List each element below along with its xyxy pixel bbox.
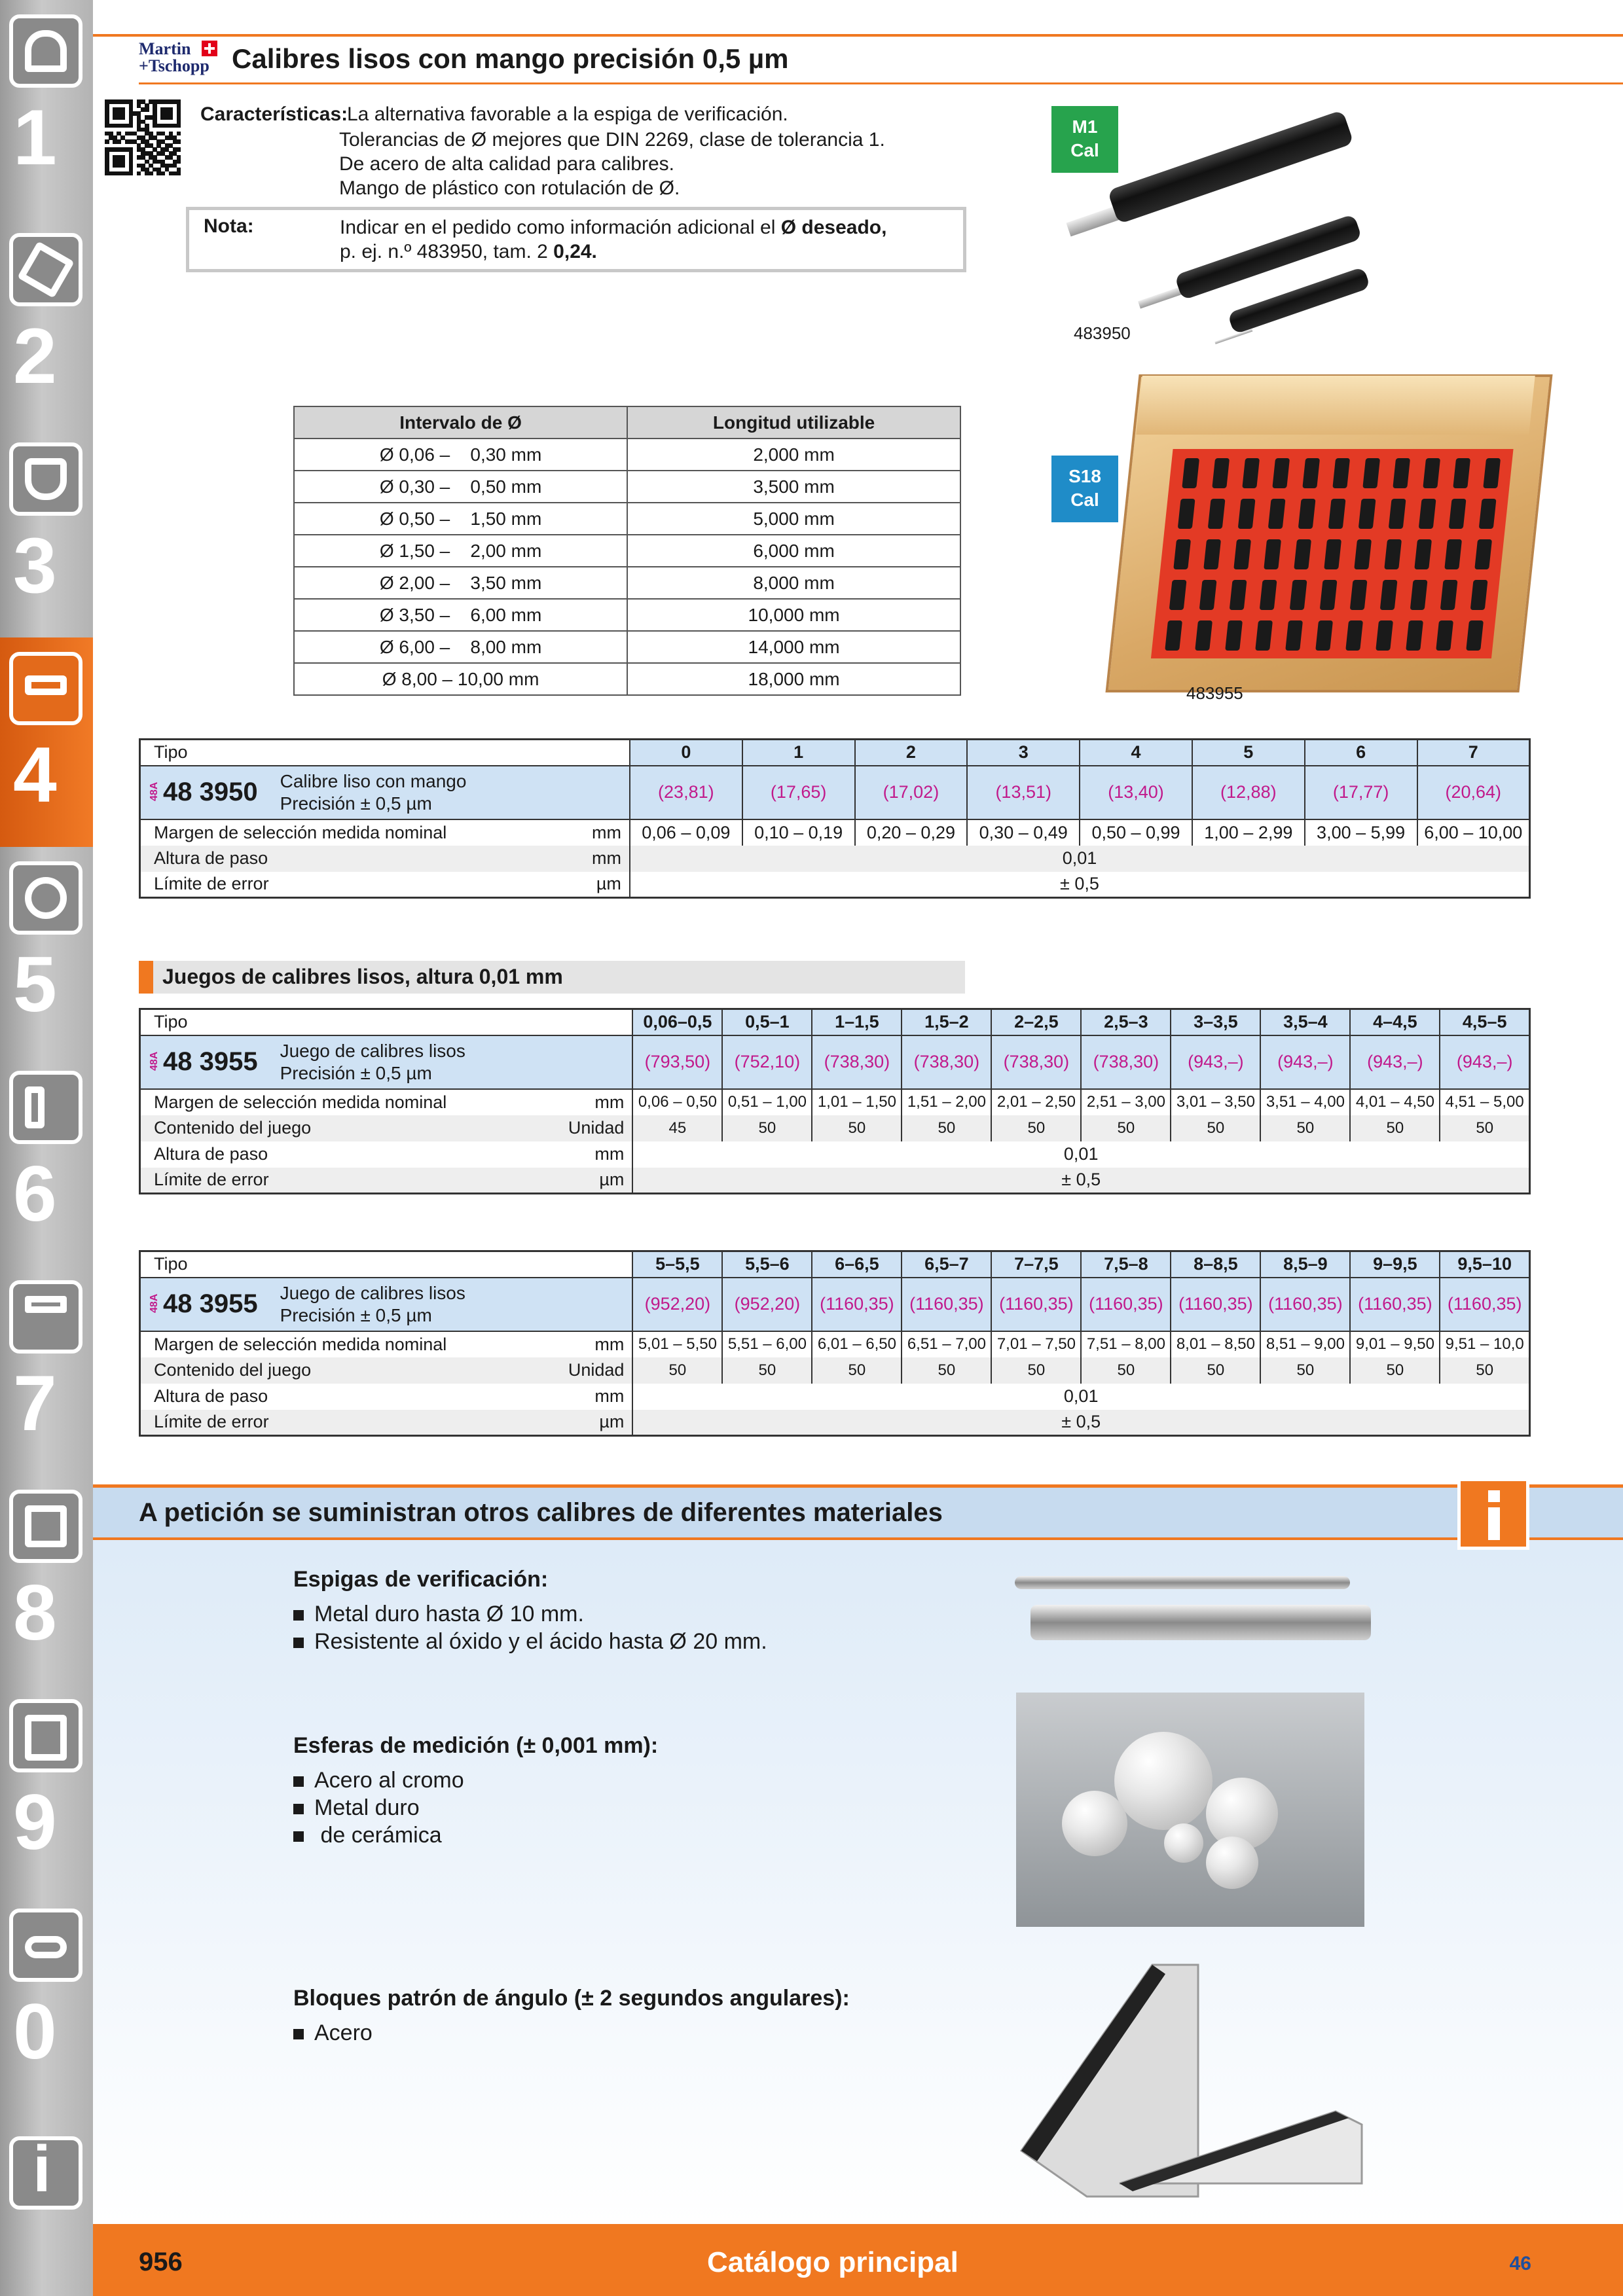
spec-unit: mm	[584, 846, 630, 872]
type-label: Tipo	[140, 1009, 633, 1035]
spec-value: 7,51 – 8,00	[1081, 1331, 1171, 1357]
range-length-cell: 14,000 mm	[627, 631, 960, 663]
spec-value: 0,50 – 0,99	[1080, 819, 1192, 846]
spec-unit: mm	[566, 1331, 633, 1357]
product-table-483950	[139, 738, 1531, 899]
range-interval-cell: Ø 0,50 – 1,50 mm	[294, 503, 627, 535]
product-identifier	[140, 766, 630, 819]
type-column-header: 5	[1192, 740, 1305, 766]
product-description	[280, 1040, 465, 1085]
chapter-number: 0	[13, 1988, 57, 2075]
spec-value: 1,00 – 2,99	[1192, 819, 1305, 846]
grinding-disc-icon	[9, 861, 82, 935]
sidebar-chapter-0[interactable]	[0, 1894, 93, 2104]
sidebar-chapter-1[interactable]	[0, 0, 93, 209]
product-row	[140, 1278, 1530, 1331]
top-rule	[93, 34, 1623, 37]
price-cell[interactable]: (17,02)	[855, 766, 968, 819]
product-row	[140, 1035, 1530, 1089]
type-column-header: 2,5–3	[1081, 1009, 1171, 1035]
spec-value: 0,30 – 0,49	[967, 819, 1080, 846]
spec-value: 6,01 – 6,50	[812, 1331, 902, 1357]
description-line-1: Calibre liso con mango	[280, 770, 467, 791]
type-column-header: 4,5–5	[1440, 1009, 1529, 1035]
info-block-title: Espigas de verificación:	[293, 1567, 549, 1592]
sidebar-chapter-2[interactable]	[0, 219, 93, 428]
badge-s18-cal	[1050, 454, 1120, 524]
spec-unit: µm	[566, 1410, 633, 1436]
page-number: 956	[139, 2248, 183, 2276]
spec-value: 50	[902, 1115, 991, 1141]
price-cell[interactable]: (1160,35)	[812, 1278, 902, 1331]
spec-value: 1,51 – 2,00	[902, 1089, 991, 1115]
spec-value: 0,10 – 0,19	[742, 819, 855, 846]
type-column-header: 4	[1080, 740, 1192, 766]
section-heading-sets	[139, 961, 965, 994]
type-column-header: 6	[1305, 740, 1417, 766]
badge-m1-cal	[1050, 105, 1120, 174]
product-identifier	[140, 1035, 633, 1089]
type-column-header: 5–5,5	[632, 1251, 722, 1278]
type-column-header: 2	[855, 740, 968, 766]
spec-unit: mm	[584, 819, 630, 846]
price-cell[interactable]: (23,81)	[630, 766, 742, 819]
note-box	[186, 207, 966, 272]
spec-value: 0,20 – 0,29	[855, 819, 968, 846]
chapter-number: 4	[13, 731, 57, 819]
spec-value-span: 0,01	[1063, 1386, 1099, 1406]
type-column-header: 0	[630, 740, 742, 766]
chuck-icon	[9, 442, 82, 516]
description-line-2: Precisión ± 0,5 µm	[280, 793, 432, 814]
info-block-spheres	[293, 1733, 658, 1849]
spec-label: Altura de paso	[154, 1144, 268, 1164]
spec-value: 50	[1350, 1115, 1440, 1141]
info-block-angle	[293, 1986, 850, 2047]
spec-value: 2,01 – 2,50	[991, 1089, 1081, 1115]
spec-row	[140, 1384, 1530, 1410]
spec-value: 9,51 – 10,0	[1440, 1331, 1529, 1357]
spec-label: Contenido del juego	[140, 1115, 566, 1141]
product-table-483955-a	[139, 1008, 1531, 1194]
spec-value: 8,01 – 8,50	[1171, 1331, 1260, 1357]
type-column-header: 3–3,5	[1171, 1009, 1260, 1035]
type-column-header: 3	[967, 740, 1080, 766]
list-item: Acero al cromo	[293, 1767, 658, 1794]
type-label: Tipo	[140, 1251, 633, 1278]
price-cell[interactable]: (1160,35)	[991, 1278, 1081, 1331]
range-interval-cell: Ø 8,00 – 10,00 mm	[294, 663, 627, 695]
price-cell[interactable]: (13,40)	[1080, 766, 1192, 819]
range-header-length: Longitud utilizable	[627, 406, 960, 439]
range-interval-cell: Ø 2,00 – 3,50 mm	[294, 567, 627, 599]
list-item: Metal duro	[293, 1794, 658, 1821]
footer-small-number: 46	[1509, 2253, 1531, 2274]
type-column-header: 8–8,5	[1171, 1251, 1260, 1278]
price-cell[interactable]: (738,30)	[812, 1035, 902, 1089]
sidebar-chapter-5[interactable]	[0, 847, 93, 1056]
spec-row	[140, 1331, 1530, 1357]
info-block-pins	[293, 1567, 767, 1655]
brand-logo	[139, 41, 217, 79]
spec-value: 45	[632, 1115, 722, 1141]
type-column-header: 6,5–7	[902, 1251, 991, 1278]
spec-label: Límite de error	[154, 874, 269, 894]
logo-line-2: +Tschopp	[139, 56, 210, 75]
test-pin-thin-image	[1015, 1576, 1350, 1589]
insert-icon	[9, 233, 82, 306]
caption-483950: 483950	[1074, 323, 1131, 343]
product-table-483955-b	[139, 1250, 1531, 1437]
range-interval-cell: Ø 1,50 – 2,00 mm	[294, 535, 627, 567]
price-cell[interactable]: (943,–)	[1350, 1035, 1440, 1089]
spec-row	[140, 872, 1530, 898]
list-item: Resistente al óxido y el ácido hasta Ø 20 mm.	[293, 1628, 767, 1655]
spec-value: 50	[1081, 1115, 1171, 1141]
type-column-header: 1,5–2	[902, 1009, 991, 1035]
spec-row	[140, 819, 1530, 846]
range-row	[294, 439, 960, 471]
spec-label: Margen de selección medida nominal	[154, 1334, 447, 1354]
product-row	[140, 766, 1530, 819]
caption-483955: 483955	[1186, 683, 1243, 703]
type-column-header: 1	[742, 740, 855, 766]
price-cell[interactable]: (12,88)	[1192, 766, 1305, 819]
spec-value: 3,01 – 3,50	[1171, 1089, 1260, 1115]
info-block-title: Bloques patrón de ángulo (± 2 segundos angulares):	[293, 1986, 850, 2011]
price-cell[interactable]: (1160,35)	[1081, 1278, 1171, 1331]
spec-unit: µm	[566, 1168, 633, 1194]
range-row	[294, 567, 960, 599]
swiss-cross-icon	[202, 41, 217, 56]
chapter-number: 3	[13, 522, 57, 609]
features-line-4: Mango de plástico con rotulación de Ø.	[339, 177, 680, 199]
spec-value: 2,51 – 3,00	[1081, 1089, 1171, 1115]
pliers-icon	[9, 1280, 82, 1354]
chapter-number: 9	[13, 1778, 57, 1866]
spec-value-span: 0,01	[1063, 1144, 1099, 1164]
spec-value: 4,01 – 4,50	[1350, 1089, 1440, 1115]
price-cell[interactable]: (752,10)	[722, 1035, 812, 1089]
range-length-cell: 6,000 mm	[627, 535, 960, 567]
range-header-interval: Intervalo de Ø	[294, 406, 627, 439]
catalog-tag: 48A	[149, 781, 160, 801]
range-length-cell: 3,500 mm	[627, 471, 960, 503]
range-length-cell: 10,000 mm	[627, 599, 960, 631]
product-identifier	[140, 1278, 633, 1331]
spec-value: 50	[1260, 1115, 1350, 1141]
spec-value: 50	[1081, 1357, 1171, 1384]
article-number[interactable]: 48 3950	[163, 778, 258, 806]
safety-goggles-icon	[9, 1909, 82, 1982]
spec-value: 50	[1260, 1357, 1350, 1384]
diameter-range-table	[293, 406, 961, 696]
sidebar-chapter-9[interactable]	[0, 1685, 93, 1894]
spec-label: Margen de selección medida nominal	[154, 1092, 447, 1112]
page-title: Calibres lisos con mango precisión 0,5 µm	[232, 43, 789, 74]
spec-value: 6,51 – 7,00	[902, 1331, 991, 1357]
spec-row	[140, 846, 1530, 872]
type-column-header: 1–1,5	[812, 1009, 902, 1035]
spec-value: 50	[991, 1357, 1081, 1384]
badge-top: S18	[1068, 466, 1101, 486]
info-block-title: Esferas de medición (± 0,001 mm):	[293, 1733, 659, 1758]
sidebar-chapter-8[interactable]	[0, 1475, 93, 1685]
spec-value: 50	[1440, 1357, 1529, 1384]
type-column-header: 8,5–9	[1260, 1251, 1350, 1278]
type-column-header: 4–4,5	[1350, 1009, 1440, 1035]
spec-value-span: ± 0,5	[632, 1168, 1529, 1194]
sidebar-chapter-6[interactable]	[0, 1056, 93, 1266]
chapter-sidebar	[0, 0, 93, 2296]
range-interval-cell: Ø 6,00 – 8,00 mm	[294, 631, 627, 663]
features-line-2: Tolerancias de Ø mejores que DIN 2269, clase de tolerancia 1.	[339, 129, 885, 151]
info-letter: i	[33, 2132, 51, 2206]
measuring-spheres-image	[1016, 1693, 1364, 1927]
spec-value: 0,51 – 1,00	[722, 1089, 812, 1115]
type-column-header: 0,06–0,5	[632, 1009, 722, 1035]
spec-value: 50	[722, 1115, 812, 1141]
price-cell[interactable]: (952,20)	[632, 1278, 722, 1331]
price-cell[interactable]: (738,30)	[902, 1035, 991, 1089]
spec-unit: Unidad	[566, 1357, 633, 1384]
note-line-2-bold: 0,24.	[553, 241, 597, 262]
badge-bottom: Cal	[1070, 140, 1099, 160]
price-cell[interactable]: (1160,35)	[1171, 1278, 1260, 1331]
type-column-header: 6–6,5	[812, 1251, 902, 1278]
note-line-1: Indicar en el pedido como información adicional el	[340, 217, 781, 238]
wrench-icon	[9, 1071, 82, 1144]
info-icon	[9, 2132, 82, 2210]
description-line-2: Precisión ± 0,5 µm	[280, 1304, 432, 1325]
price-cell[interactable]: (943,–)	[1171, 1035, 1260, 1089]
spec-value: 0,06 – 0,09	[630, 819, 742, 846]
features-list	[339, 128, 885, 200]
spec-row	[140, 1141, 1530, 1168]
range-row	[294, 503, 960, 535]
spec-value: 50	[991, 1115, 1081, 1141]
sidebar-info[interactable]	[0, 2104, 93, 2221]
test-pin-thick-image	[1030, 1605, 1371, 1640]
price-cell[interactable]: (943,–)	[1440, 1035, 1529, 1089]
sidebar-chapter-7[interactable]	[0, 1266, 93, 1475]
spec-value: 50	[1440, 1115, 1529, 1141]
spec-row	[140, 1357, 1530, 1384]
spec-value: 5,01 – 5,50	[632, 1331, 722, 1357]
spec-value: 6,00 – 10,00	[1417, 819, 1530, 846]
spec-label: Límite de error	[140, 1168, 566, 1194]
chapter-number: 8	[13, 1569, 57, 1657]
range-length-cell: 8,000 mm	[627, 567, 960, 599]
features-line-3: De acero de alta calidad para calibres.	[339, 153, 674, 175]
range-length-cell: 18,000 mm	[627, 663, 960, 695]
section-title: Juegos de calibres lisos, altura 0,01 mm	[162, 965, 563, 988]
spec-row	[140, 1410, 1530, 1436]
chapter-number: 5	[13, 941, 57, 1028]
price-cell[interactable]: (738,30)	[991, 1035, 1081, 1089]
info-heading: A petición se suministran otros calibres de diferentes materiales	[139, 1498, 943, 1527]
spec-value: 3,00 – 5,99	[1305, 819, 1417, 846]
price-cell[interactable]: (952,20)	[722, 1278, 812, 1331]
spec-unit: Unidad	[566, 1115, 633, 1141]
range-length-cell: 2,000 mm	[627, 439, 960, 471]
spec-value: 8,51 – 9,00	[1260, 1331, 1350, 1357]
qr-code-icon[interactable]	[105, 99, 181, 175]
spec-value: 9,01 – 9,50	[1350, 1331, 1440, 1357]
chapter-number: 7	[13, 1359, 57, 1447]
info-bottom-rule	[93, 1537, 1623, 1540]
price-cell[interactable]: (17,77)	[1305, 766, 1417, 819]
note-line-1-bold: Ø deseado,	[780, 217, 887, 238]
range-length-cell: 5,000 mm	[627, 503, 960, 535]
spec-value: 50	[812, 1357, 902, 1384]
sidebar-chapter-3[interactable]	[0, 428, 93, 637]
range-row	[294, 663, 960, 695]
description-line-2: Precisión ± 0,5 µm	[280, 1062, 432, 1083]
type-column-header: 3,5–4	[1260, 1009, 1350, 1035]
spec-value-span: ± 0,5	[1060, 874, 1099, 894]
price-cell[interactable]: (20,64)	[1417, 766, 1530, 819]
list-item: Acero	[293, 2019, 850, 2047]
list-item: de cerámica	[293, 1821, 658, 1849]
info-heading-bar	[93, 1488, 1623, 1537]
type-column-header: 9–9,5	[1350, 1251, 1440, 1278]
range-interval-cell: Ø 3,50 – 6,00 mm	[294, 599, 627, 631]
spec-label: Altura de paso	[140, 846, 585, 872]
range-interval-cell: Ø 0,30 – 0,50 mm	[294, 471, 627, 503]
type-column-header: 2–2,5	[991, 1009, 1081, 1035]
spec-row	[140, 1089, 1530, 1115]
price-cell[interactable]: (793,50)	[632, 1035, 722, 1089]
spec-unit: mm	[566, 1141, 633, 1168]
description-line-1: Juego de calibres lisos	[280, 1282, 465, 1303]
spec-value: 50	[632, 1357, 722, 1384]
logo-line-1: Martin	[139, 39, 191, 58]
spec-unit: mm	[566, 1089, 633, 1115]
spec-value: 7,01 – 7,50	[991, 1331, 1081, 1357]
spec-value: 50	[902, 1357, 991, 1384]
sidebar-chapter-4[interactable]	[0, 637, 93, 847]
type-label: Tipo	[140, 740, 630, 766]
type-header-row	[140, 1251, 1530, 1278]
type-column-header: 7	[1417, 740, 1530, 766]
spec-value-span: 0,01	[630, 846, 1530, 872]
spec-value: 0,06 – 0,50	[632, 1089, 722, 1115]
note-text	[340, 215, 886, 264]
section-marker	[139, 961, 153, 994]
article-number[interactable]: 48 3955	[163, 1289, 258, 1318]
chapter-number: 6	[13, 1150, 57, 1238]
price-cell[interactable]: (738,30)	[1081, 1035, 1171, 1089]
note-label: Nota:	[204, 215, 254, 237]
type-column-header: 9,5–10	[1440, 1251, 1529, 1278]
spec-value: 5,51 – 6,00	[722, 1331, 812, 1357]
cabinet-icon	[9, 1699, 82, 1772]
spec-value: 1,01 – 1,50	[812, 1089, 902, 1115]
type-column-header: 5,5–6	[722, 1251, 812, 1278]
product-description	[280, 1282, 465, 1327]
spec-row	[140, 1168, 1530, 1194]
description-line-1: Juego de calibres lisos	[280, 1040, 465, 1061]
toolcase-icon	[9, 1490, 82, 1563]
catalog-title: Catálogo principal	[707, 2246, 958, 2278]
badge-bottom: Cal	[1070, 490, 1099, 510]
spec-unit: mm	[566, 1384, 633, 1410]
type-column-header: 0,5–1	[722, 1009, 812, 1035]
caliper-icon	[9, 652, 82, 725]
spec-unit: µm	[584, 872, 630, 898]
spec-label: Margen de selección medida nominal	[154, 822, 447, 842]
spec-value: 50	[1350, 1357, 1440, 1384]
range-interval-cell: Ø 0,06 – 0,30 mm	[294, 439, 627, 471]
type-header-row	[140, 1009, 1530, 1035]
price-cell[interactable]: (943,–)	[1260, 1035, 1350, 1089]
spec-label: Límite de error	[140, 1410, 566, 1436]
title-rule	[139, 82, 1623, 84]
range-row	[294, 599, 960, 631]
spec-value-span: ± 0,5	[632, 1410, 1529, 1436]
price-cell[interactable]: (1160,35)	[1440, 1278, 1529, 1331]
spec-value: 50	[1171, 1357, 1260, 1384]
info-icon[interactable]	[1457, 1478, 1529, 1550]
spec-value: 3,51 – 4,00	[1260, 1089, 1350, 1115]
spec-value: 4,51 – 5,00	[1440, 1089, 1529, 1115]
chapter-number: 2	[13, 312, 57, 400]
catalog-tag: 48A	[149, 1051, 160, 1071]
note-line-2: p. ej. n.º 483950, tam. 2	[340, 241, 554, 262]
features-line-1: La alternativa favorable a la espiga de verificación.	[347, 103, 788, 125]
spec-value: 50	[722, 1357, 812, 1384]
range-row	[294, 631, 960, 663]
article-number[interactable]: 48 3955	[163, 1047, 258, 1076]
price-cell[interactable]: (13,51)	[967, 766, 1080, 819]
spec-value: 50	[812, 1115, 902, 1141]
type-header-row	[140, 740, 1530, 766]
angle-blocks-image	[1008, 1961, 1375, 2203]
price-cell[interactable]: (1160,35)	[902, 1278, 991, 1331]
spec-label: Contenido del juego	[140, 1357, 566, 1384]
badge-top: M1	[1072, 117, 1098, 137]
price-cell[interactable]: (1160,35)	[1260, 1278, 1350, 1331]
type-column-header: 7,5–8	[1081, 1251, 1171, 1278]
type-column-header: 7–7,5	[991, 1251, 1081, 1278]
catalog-tag: 48A	[149, 1293, 160, 1313]
drill-icon	[9, 14, 82, 88]
features-label: Características:	[200, 103, 348, 125]
gauge-set-tray	[1151, 449, 1514, 658]
price-cell[interactable]: (17,65)	[742, 766, 855, 819]
page-footer	[93, 2224, 1623, 2296]
list-item: Metal duro hasta Ø 10 mm.	[293, 1600, 767, 1628]
box-lid	[1136, 376, 1535, 435]
price-cell[interactable]: (1160,35)	[1350, 1278, 1440, 1331]
spec-row	[140, 1115, 1530, 1141]
range-row	[294, 471, 960, 503]
range-row	[294, 535, 960, 567]
spec-value: 50	[1171, 1115, 1260, 1141]
chapter-number: 1	[13, 94, 57, 181]
product-description	[280, 770, 467, 815]
spec-label: Altura de paso	[154, 1386, 268, 1406]
